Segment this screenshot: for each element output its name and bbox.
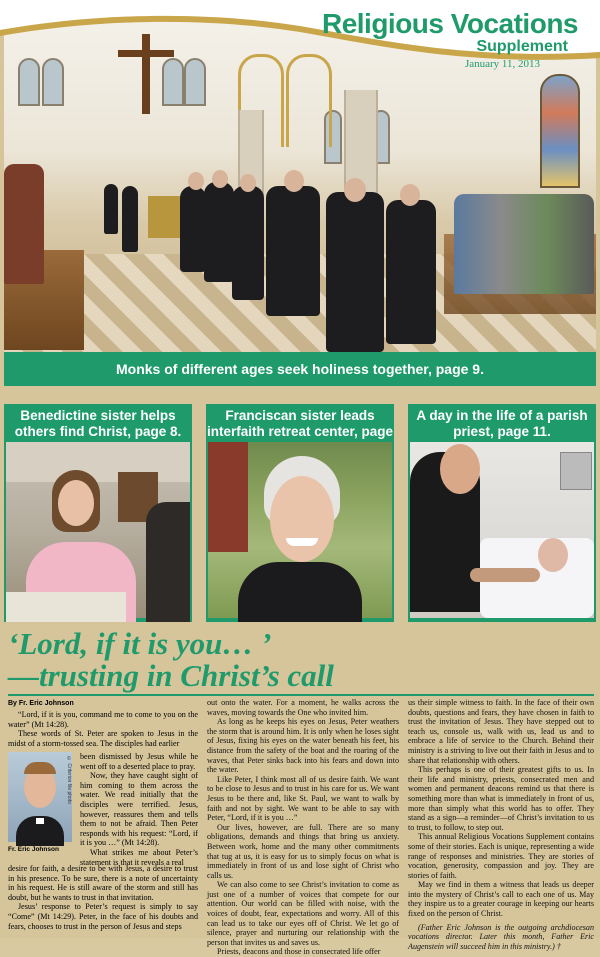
paragraph: Now, they have caught sight of him coming to them across the water. We read initially that the disciples were terrified. Jesus, however, reassures them and tells them to not be afraid. Then Peter responds with his request: “Lord, if it is you …” (Mt 14:28).	[80, 771, 198, 848]
article-col1-wrap	[80, 752, 198, 867]
paragraph: Like Peter, I think most all of us desire faith. We want to be close to Jesus and to trust in his care for us. We want Jesus to be there and, like St. Paul, we want to walk by faith and not by sight. We want to be able to say with Peter, “Lord, if it is you …”	[207, 774, 399, 823]
author-photo	[8, 752, 72, 842]
congregation-left	[4, 164, 44, 284]
paragraph: out onto the water. For a moment, he walks across the waves, moving towards the One who invited him.	[207, 698, 399, 717]
monk-head	[188, 172, 204, 190]
byline: By Fr. Eric Johnson	[8, 700, 74, 707]
main-photo-caption-band	[4, 352, 596, 386]
monk	[104, 184, 118, 234]
paragraph: Our lives, however, are full. There are so many obligations, demands and things that bring us anxiety. Between work, home and the many other commitments that tug at us, it is easy for us to simply focus on what is immediately in front of us and lose sight of Christ who calls us.	[207, 822, 399, 880]
sister-face	[58, 480, 94, 526]
monk	[122, 186, 138, 252]
paragraph: May we find in them a witness that leads us deeper into the mystery of Christ’s call to each one of us. May they inspire us to a greater courage in keeping our hearts fixed on the person of Christ.	[408, 880, 594, 919]
smile	[286, 538, 318, 546]
monk-head	[400, 184, 420, 206]
paragraph: As long as he keeps his eyes on Jesus, Peter weathers the storm that is around him. It is only when he loses sight of Jesus, fixing his eyes on the water beneath his feet, his distance from the safety of the boat and the roaring of the waves, that Peter sinks back into his fears and down into the water.	[207, 717, 399, 775]
monk	[266, 186, 320, 316]
paragraph: Jesus’ response to Peter’s request is simply to say “Come” (Mt 14:29). Peter, in the face of his doubts and fears, chooses to trust in the person of Jesus and steps	[8, 902, 198, 931]
brick-building	[208, 442, 248, 552]
panel-benedictine-sister[interactable]	[4, 404, 192, 622]
article-col3	[408, 698, 594, 951]
title-rule	[8, 694, 594, 696]
monk	[326, 192, 384, 352]
paragraph: us their simple witness to faith. In the face of their own doubts, questions and fears, they have chosen in faith to trust the invitation of Jesus. They have stepped out to teach us, console us, walk with us, lead us and to embrace a life of service to the Church. Behind their ministry is a striving to live out their faith in Jesus and to share that relationship with others.	[408, 698, 594, 765]
monk	[232, 186, 264, 300]
sister-blouse	[238, 562, 362, 622]
paragraph: These words of St. Peter are spoken to Jesus in the midst of a storm-tossed sea. The disciples had earlier	[8, 729, 198, 748]
monk	[386, 200, 436, 344]
patient-face	[538, 538, 568, 572]
person-back	[146, 502, 190, 622]
author-hair	[24, 762, 56, 774]
congregation-right	[454, 194, 594, 294]
altar	[148, 196, 180, 238]
main-photo-caption[interactable]: Monks of different ages seek holiness together, page 9.	[116, 361, 484, 377]
clerical-collar	[36, 818, 44, 824]
article-col1-top	[8, 710, 198, 748]
benedictine-sister-photo	[6, 442, 190, 618]
sister-face	[270, 476, 334, 562]
paragraph: Priests, deacons and those in consecrated life offer	[217, 947, 381, 957]
panel-headline[interactable]: Franciscan sister leads interfaith retreat center, page	[206, 408, 394, 439]
photo-credit: © Criterion file photo	[66, 756, 72, 804]
paragraph: What strikes me about Peter’s statement is that it reveals a real	[80, 847, 198, 867]
panel-headline[interactable]: A day in the life of a parish priest, page 11.	[416, 408, 588, 439]
priest-face	[440, 444, 480, 494]
article-col2	[207, 698, 399, 957]
paragraph: been dismissed by Jesus while he went off to a deserted place to pray.	[80, 752, 198, 771]
monk-head	[240, 174, 256, 192]
franciscan-sister-photo	[208, 442, 392, 618]
article-title	[8, 628, 488, 692]
article-col1-bottom	[8, 864, 198, 931]
paragraph: “Lord, if it is you, command me to come to you on the water” (Mt 14:28).	[8, 710, 198, 729]
monk-head	[284, 170, 304, 192]
issue-date: January 11, 2013	[464, 58, 540, 70]
paragraph: This perhaps is one of their greatest gifts to us. In their life and ministry, priests, consecrated men and women and permanent deacons remind us that there is something more than what is immediately in front of us, more than simply what this world has to offer. They stand as a sign—a reminder—of Christ’s invitation to us to trust, to follow, to step out.	[408, 765, 594, 832]
medical-equipment	[560, 452, 592, 490]
monk	[180, 186, 206, 272]
author-photo-caption: Fr. Eric Johnson	[8, 846, 59, 853]
monk	[204, 182, 234, 282]
paragraph: This annual Religious Vocations Supplement contains some of their stories. Each is unique, representing a wide range of responses and ministries. They are stories of vocation, generosity, compassion and joy. They are stories of faith.	[408, 832, 594, 880]
monk-head	[212, 170, 228, 188]
article-title-line2: —trusting in Christ’s call	[8, 658, 334, 693]
hands	[470, 568, 540, 582]
monk-head	[344, 178, 366, 202]
supplement-subtitle: Supplement	[476, 38, 568, 55]
author-note: (Father Eric Johnson is the outgoing archdiocesan vocations director. Later this month, Father Eric Augenstein will succeed him in this ministry.) †	[408, 922, 594, 951]
stained-glass-window	[540, 74, 580, 188]
parish-priest-photo	[410, 442, 594, 618]
paragraph: desire for faith, a desire to be with Jesus, a desire to trust in his presence. To be sure, there is a note of uncertainty in his request. He is still aware of the storm and still has doubt, but he wants to trust in that invitation.	[8, 864, 198, 902]
article-title-line1: ‘Lord, if it is you… ’	[8, 626, 272, 661]
supplement-title: Religious Vocations	[321, 8, 578, 39]
panel-headline[interactable]: Benedictine sister helps others find Christ, page 8.	[14, 408, 182, 439]
panel-parish-priest[interactable]	[408, 404, 596, 622]
panel-franciscan-sister[interactable]	[206, 404, 394, 622]
paragraph: We can also come to see Christ’s invitation to come as just one of a number of voices that compete for our attention. Our world can be filled with noise, with the voices of doubt, fear, expectations and worry. All of this can lead us to take our eyes off of Christ. We let go of silence, prayer and nurturing our relationship with the person that invites us and saves us.	[207, 880, 399, 947]
papers	[6, 592, 126, 622]
